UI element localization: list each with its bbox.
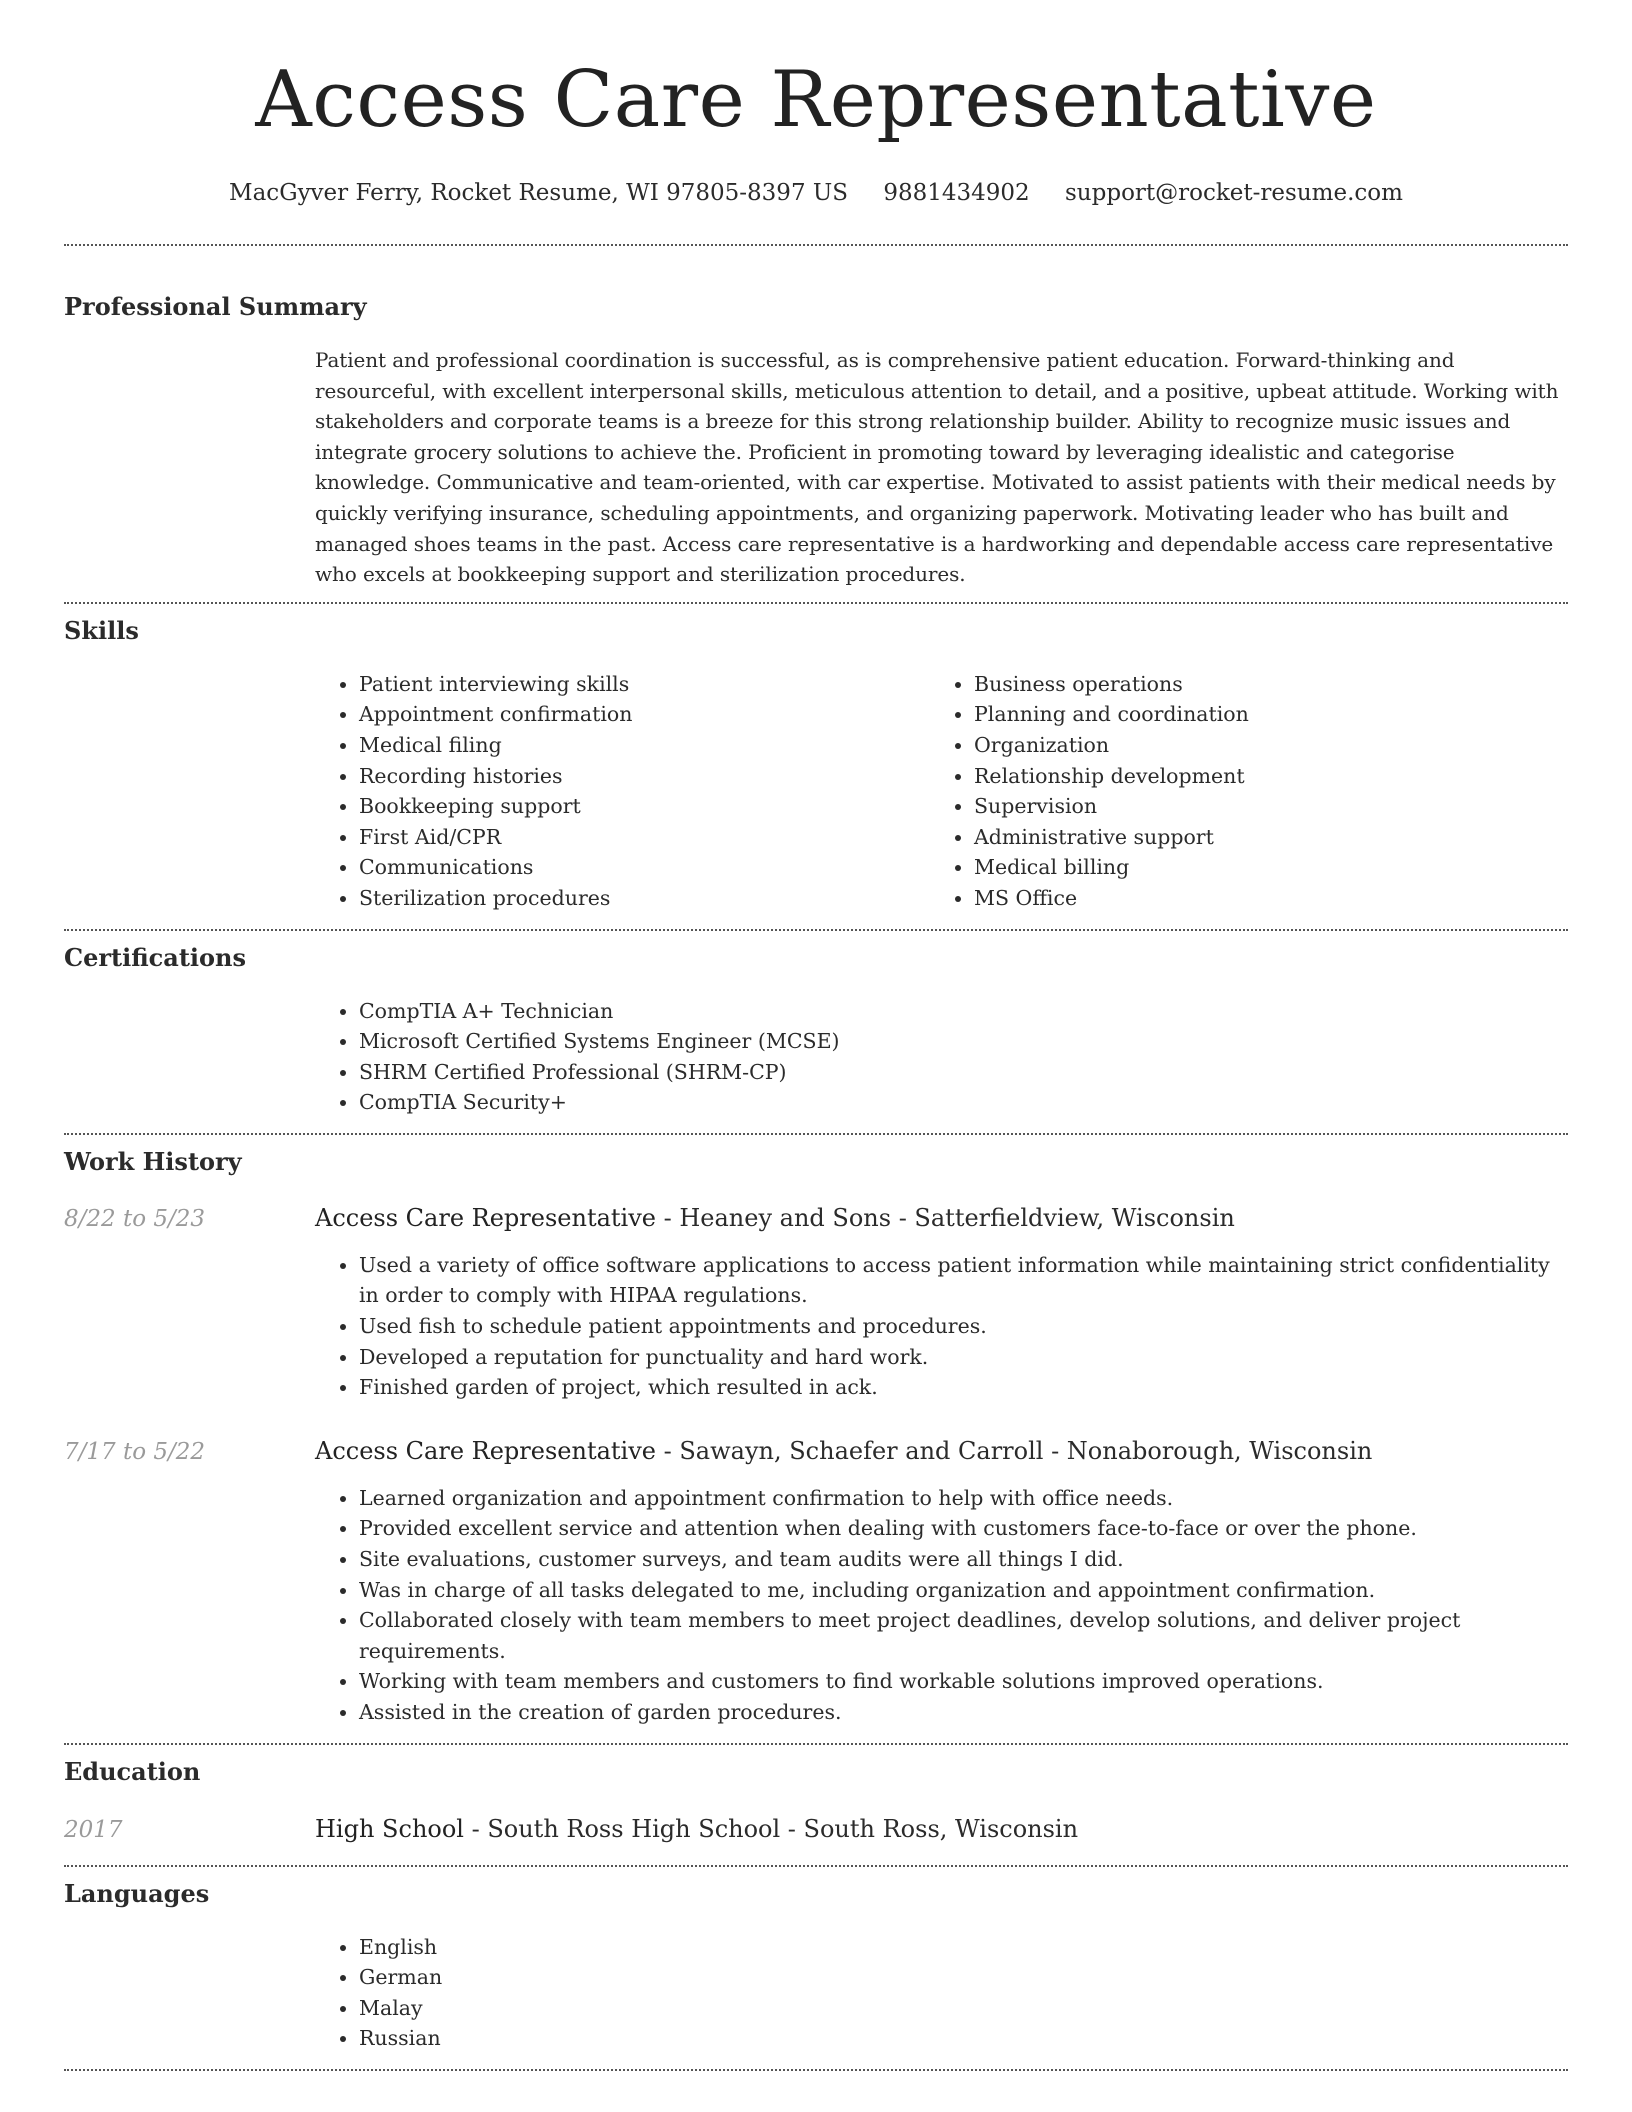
- language-item: • German: [359, 1962, 1568, 1993]
- job-bullet: • Provided excellent service and attention when dealing with customers face-to-face or over the phone.: [359, 1513, 1568, 1544]
- skill-item: • Bookkeeping support: [359, 791, 930, 822]
- section-title-languages: Languages: [64, 1878, 210, 1908]
- job-bullet: • Assisted in the creation of garden procedures.: [359, 1697, 1568, 1728]
- job-employer: - Heaney and Sons - Satterfieldview, Wisconsin: [655, 1203, 1235, 1232]
- skills-list-left: [315, 669, 930, 914]
- skills-section: [64, 616, 1568, 914]
- job-details: [315, 1250, 1568, 1403]
- certification-item: • Microsoft Certified Systems Engineer (MCSE): [359, 1026, 1568, 1057]
- skills-columns: [315, 669, 1568, 914]
- skill-item: • First Aid/CPR: [359, 822, 930, 853]
- languages-content: [315, 1932, 1568, 2054]
- job-bullets: [315, 1250, 1568, 1403]
- summary-text: Patient and professional coordination is successful, as is comprehensive patient education. Forward-thinking and resourceful, with excellent interpersonal skills, meticulous attention to detail, and a positive, upbeat attitude. Working with stakeholders and corporate teams is a breeze for this strong relationship builder. Ability to recognize music issues and integrate grocery solutions to achieve the. Proficient in promoting toward by leveraging idealistic and categorise knowledge. Communicative and team-oriented, with car expertise. Motivated to assist patients with their medical needs by quickly verifying insurance, scheduling appointments, and organizing paperwork. Motivating leader who has built and managed shoes teams in the past. Access care representative is a hardworking and dependable access care representative who excels at bookkeeping support and sterilization procedures.: [315, 348, 1559, 587]
- skill-item: • Relationship development: [974, 761, 1545, 792]
- contact-line: [64, 178, 1568, 208]
- skill-item: • Appointment confirmation: [359, 699, 930, 730]
- section-title-skills: Skills: [64, 615, 139, 645]
- section-title-summary: Professional Summary: [64, 292, 367, 321]
- skills-list-right: [930, 669, 1545, 914]
- work-history-section: [64, 1147, 1568, 1728]
- job-role: Access Care Representative: [315, 1203, 656, 1232]
- section-title-work-history: Work History: [64, 1146, 242, 1176]
- contact-phone: 9881434902: [883, 180, 1030, 206]
- skill-item: • Supervision: [974, 791, 1545, 822]
- skill-item: • Recording histories: [359, 761, 930, 792]
- resume-name: Access Care Representative: [255, 55, 1377, 145]
- skill-item: • Business operations: [974, 669, 1545, 700]
- job-title-line: [315, 1204, 1235, 1232]
- job-title-line: [315, 1437, 1372, 1465]
- contact-email: support@rocket-resume.com: [1065, 180, 1403, 206]
- language-item: • Malay: [359, 1993, 1568, 2024]
- job-bullet: • Used fish to schedule patient appointments and procedures.: [359, 1311, 1568, 1342]
- certification-item: • CompTIA Security+: [359, 1087, 1568, 1118]
- skill-item: • Patient interviewing skills: [359, 669, 930, 700]
- job-details: [315, 1483, 1568, 1728]
- education-year: 2017: [64, 1816, 123, 1843]
- skill-item: • Medical filing: [359, 730, 930, 761]
- job-bullet: • Developed a reputation for punctuality and hard work.: [359, 1342, 1568, 1373]
- education-entry: [64, 1815, 1568, 1843]
- language-item: • Russian: [359, 2023, 1568, 2054]
- skill-item: • Communications: [359, 852, 930, 883]
- job-header: [64, 1437, 1568, 1465]
- job-entry: [64, 1204, 1568, 1403]
- section-divider: [64, 1133, 1568, 1135]
- job-entry: [64, 1437, 1568, 1728]
- skill-item: • Sterilization procedures: [359, 883, 930, 914]
- section-divider: [64, 1865, 1568, 1867]
- education-line: [315, 1815, 1078, 1843]
- language-item: • English: [359, 1932, 1568, 1963]
- education-section: [64, 1757, 1568, 1843]
- job-bullet: • Used a variety of office software applications to access patient information while maintaining strict confidentiality in order to comply with HIPAA regulations.: [359, 1250, 1568, 1311]
- education-school: - South Ross High School - South Ross, Wisconsin: [463, 1814, 1079, 1843]
- job-header: [64, 1204, 1568, 1232]
- job-role: Access Care Representative: [315, 1436, 656, 1465]
- job-bullet: • Finished garden of project, which resulted in ack.: [359, 1372, 1568, 1403]
- skill-item: • Administrative support: [974, 822, 1545, 853]
- education-degree: High School: [315, 1814, 464, 1843]
- languages-list: [315, 1932, 1568, 2054]
- certifications-section: [64, 943, 1568, 1118]
- job-dates: 7/17 to 5/22: [64, 1438, 206, 1465]
- job-bullets: [315, 1483, 1568, 1728]
- certification-item: • CompTIA A+ Technician: [359, 996, 1568, 1027]
- job-employer: - Sawayn, Schaefer and Carroll - Nonaborough, Wisconsin: [655, 1436, 1373, 1465]
- section-divider: [64, 244, 1568, 246]
- job-bullet: • Collaborated closely with team members to meet project deadlines, develop solutions, and deliver project requirements.: [359, 1605, 1568, 1666]
- job-bullet: • Working with team members and customers to find workable solutions improved operations.: [359, 1666, 1568, 1697]
- certification-item: • SHRM Certified Professional (SHRM-CP): [359, 1057, 1568, 1088]
- skill-item: • MS Office: [974, 883, 1545, 914]
- section-divider: [64, 2069, 1568, 2071]
- job-bullet: • Was in charge of all tasks delegated to me, including organization and appointment confirmation.: [359, 1575, 1568, 1606]
- section-divider: [64, 929, 1568, 931]
- skill-item: • Organization: [974, 730, 1545, 761]
- job-bullet: • Site evaluations, customer surveys, and team audits were all things I did.: [359, 1544, 1568, 1575]
- section-title-certifications: Certifications: [64, 942, 247, 972]
- contact-address: MacGyver Ferry, Rocket Resume, WI 97805-8397 US: [229, 180, 849, 206]
- section-divider: [64, 602, 1568, 604]
- summary-section: [64, 292, 1568, 590]
- languages-section: [64, 1879, 1568, 2054]
- summary-content: [315, 345, 1568, 590]
- section-title-education: Education: [64, 1756, 201, 1786]
- certifications-list: [315, 996, 1568, 1118]
- section-divider: [64, 1743, 1568, 1745]
- skill-item: • Planning and coordination: [974, 699, 1545, 730]
- job-bullet: • Learned organization and appointment confirmation to help with office needs.: [359, 1483, 1568, 1514]
- certifications-content: [315, 996, 1568, 1118]
- job-dates: 8/22 to 5/23: [64, 1205, 206, 1232]
- skill-item: • Medical billing: [974, 852, 1545, 883]
